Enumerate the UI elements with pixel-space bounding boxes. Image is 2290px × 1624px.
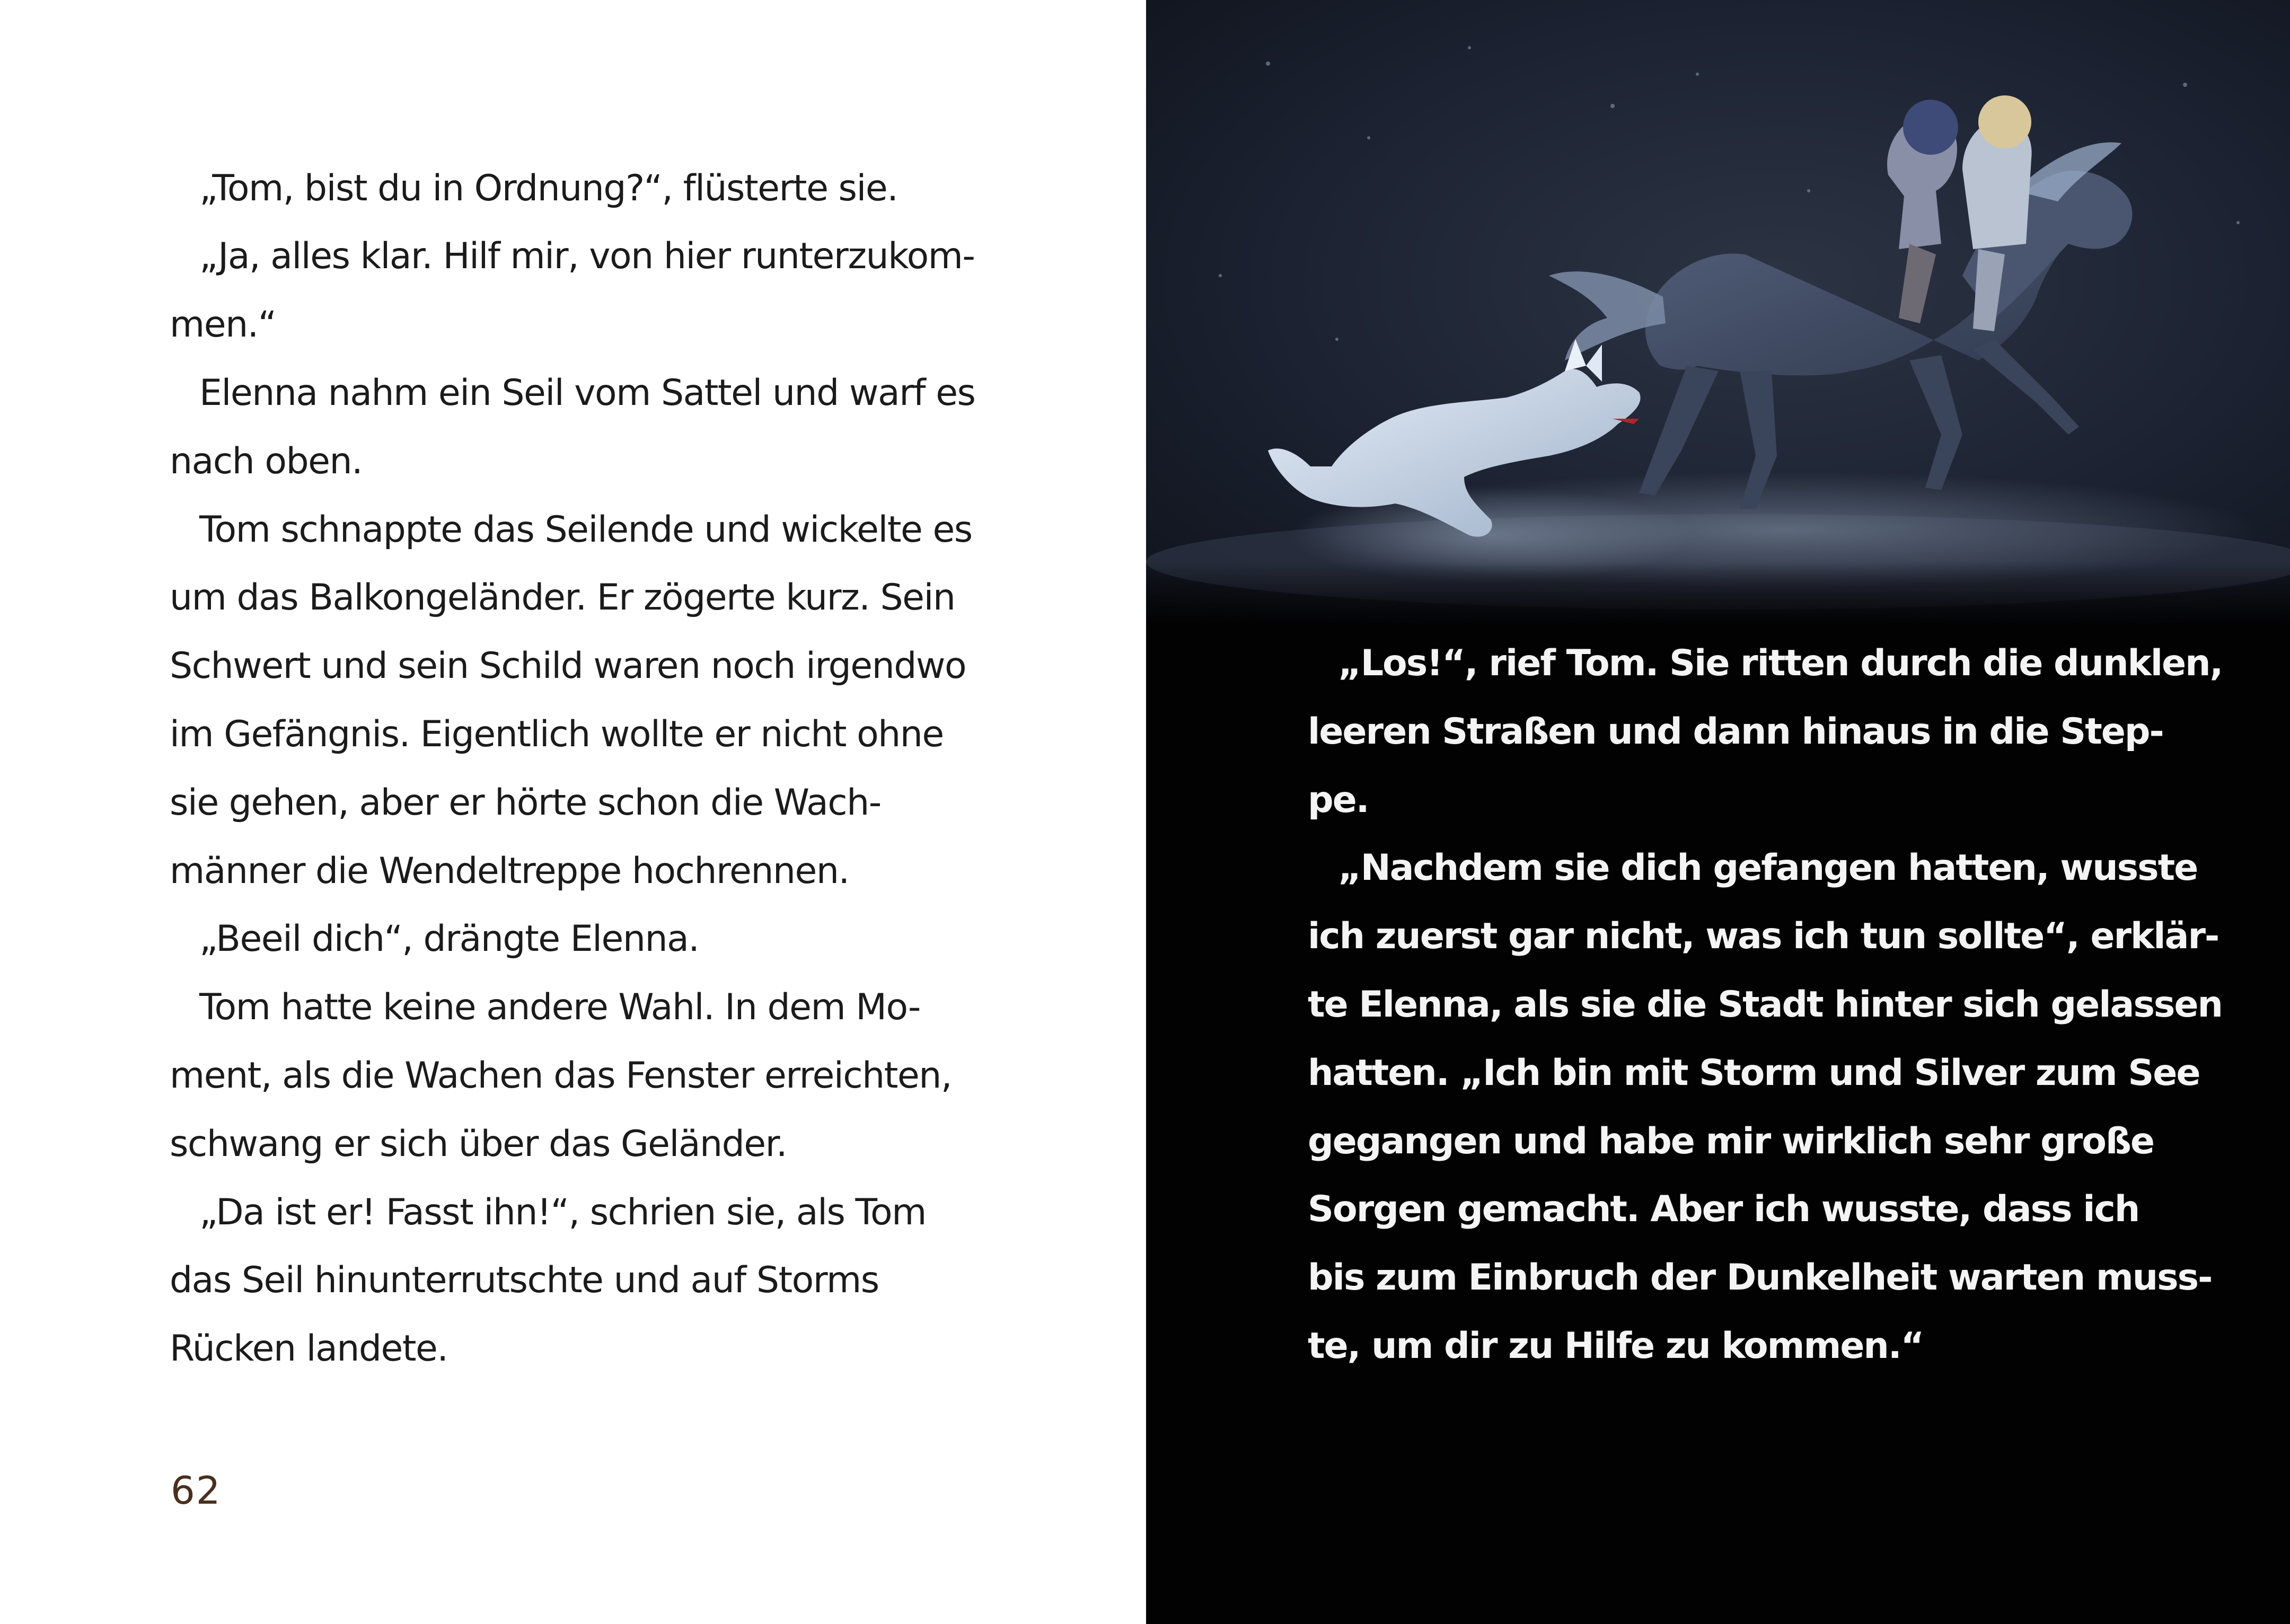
text-line: ich zuerst gar nicht, was ich tun sollte“, erklär-	[1308, 915, 2219, 957]
text-line: „Ja, alles klar. Hilf mir, von hier runterzukom-	[199, 235, 975, 277]
text-line: Schwert und sein Schild waren noch irgendwo	[170, 645, 966, 687]
text-line: Tom schnappte das Seilende und wickelte es	[199, 509, 972, 551]
text-line: hatten. „Ich bin mit Storm und Silver zum See	[1308, 1052, 2200, 1094]
text-line: sie gehen, aber er hörte schon die Wach-	[170, 782, 881, 824]
text-line: um das Balkongeländer. Er zögerte kurz. Sein	[170, 577, 955, 619]
text-line: gegangen und habe mir wirklich sehr große	[1308, 1120, 2154, 1162]
text-line: ment, als die Wachen das Fenster erreichten,	[170, 1055, 952, 1097]
text-line: Tom hatte keine andere Wahl. In dem Mo-	[199, 986, 920, 1028]
text-line: „Los!“, rief Tom. Sie ritten durch die dunklen,	[1338, 642, 2223, 684]
text-line: leeren Straßen und dann hinaus in die Step-	[1308, 711, 2163, 753]
text-line: bis zum Einbruch der Dunkelheit warten muss-	[1308, 1257, 2212, 1299]
page-number: 62	[171, 1468, 222, 1513]
night-ride-illustration	[1146, 0, 2290, 625]
text-line: „Da ist er! Fasst ihn!“, schrien sie, als Tom	[199, 1191, 926, 1233]
text-line: nach oben.	[170, 440, 363, 482]
right-page	[1146, 0, 2290, 1624]
text-line: männer die Wendeltreppe hochrennen.	[170, 850, 849, 892]
text-line: men.“	[170, 304, 276, 346]
text-line: Sorgen gemacht. Aber ich wusste, dass ich	[1308, 1188, 2139, 1230]
text-line: pe.	[1308, 779, 1369, 821]
text-line: „Beeil dich“, drängte Elenna.	[199, 918, 699, 960]
text-line: te, um dir zu Hilfe zu kommen.“	[1308, 1325, 1924, 1367]
text-line: das Seil hinunterrutschte und auf Storms	[170, 1259, 879, 1301]
text-line: Elenna nahm ein Seil vom Sattel und warf es	[199, 372, 975, 414]
text-line: „Nachdem sie dich gefangen hatten, wusste	[1338, 847, 2198, 889]
text-line: te Elenna, als sie die Stadt hinter sich gelassen	[1308, 984, 2222, 1026]
text-line: „Tom, bist du in Ordnung?“, flüsterte sie.	[199, 167, 898, 209]
text-line: schwang er sich über das Geländer.	[170, 1123, 787, 1165]
text-line: im Gefängnis. Eigentlich wollte er nicht ohne	[170, 713, 944, 755]
text-line: Rücken landete.	[170, 1328, 448, 1370]
